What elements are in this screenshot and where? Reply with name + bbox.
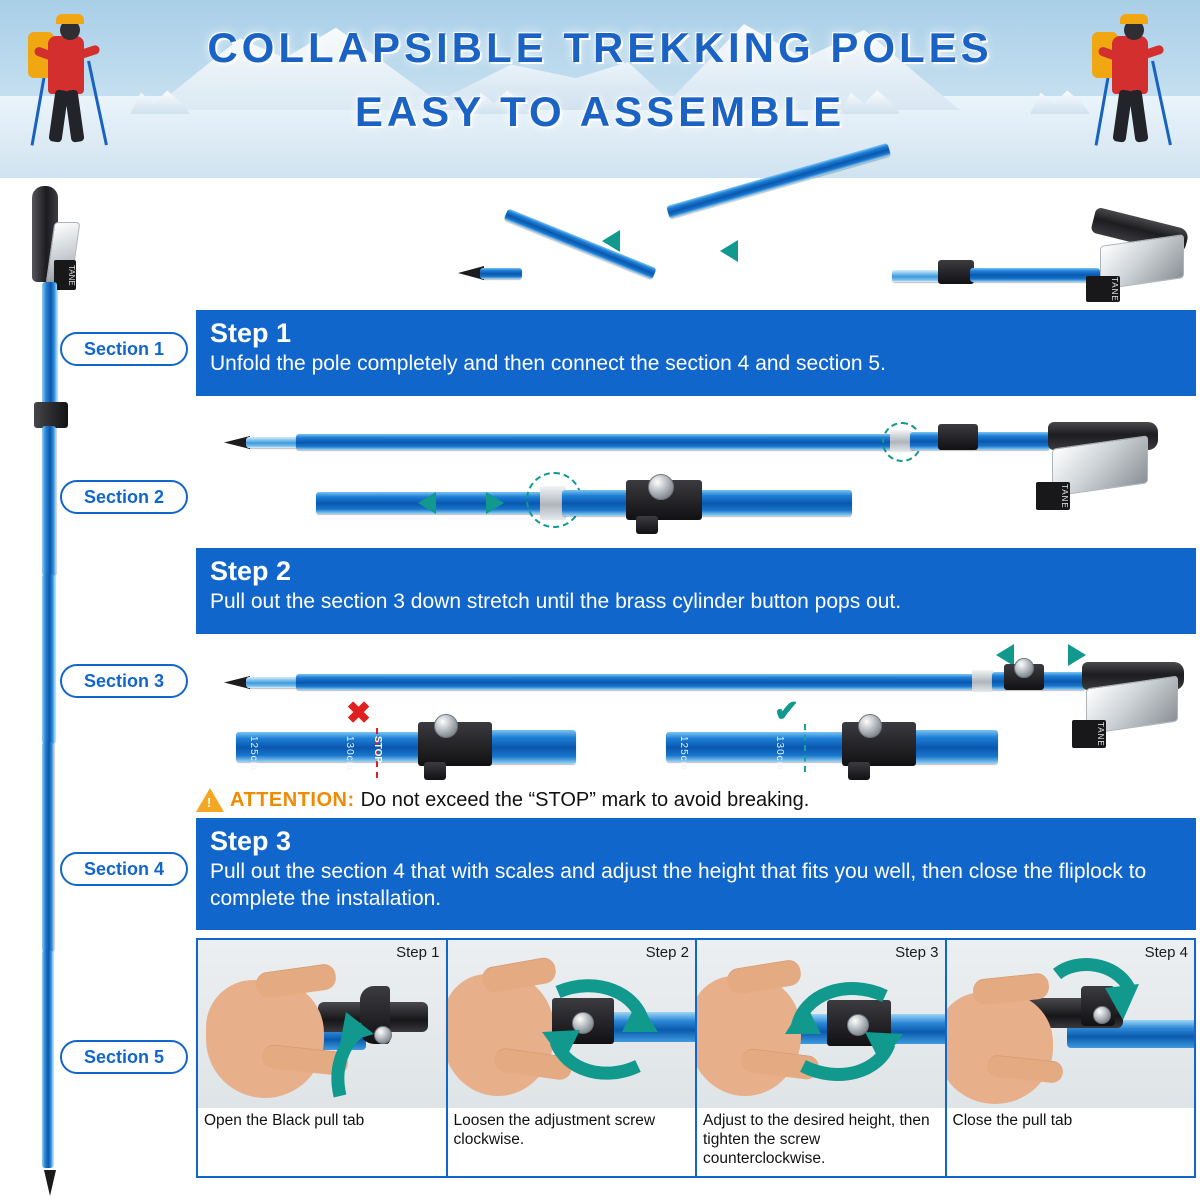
photo-open-black-pull-tab xyxy=(198,940,446,1108)
panel-1-caption: Open the Black pull tab xyxy=(204,1112,365,1129)
scale-mark-125cm-right: 125cm xyxy=(678,736,689,772)
sidebar-item-section-1[interactable] xyxy=(60,332,188,366)
pole-fliplock-1 xyxy=(34,402,68,428)
bottom-panel-1[interactable] xyxy=(198,940,448,1176)
pull-tab xyxy=(848,762,870,780)
panel-4-caption: Close the pull tab xyxy=(952,1112,1073,1129)
scale-mark-125cm-left: 125cm xyxy=(248,736,259,772)
hero-title-line2: EASY TO ASSEMBLE xyxy=(354,88,846,135)
hiker-hat xyxy=(1120,14,1148,24)
panel-1-step-label: Step 1 xyxy=(396,944,440,961)
pole-section-2 xyxy=(42,426,56,576)
section-4-label: Section 4 xyxy=(83,858,165,879)
sidebar-item-section-2[interactable] xyxy=(60,480,188,514)
pull-tab xyxy=(636,516,658,534)
bottom-panel-3[interactable] xyxy=(697,940,947,1176)
pole-tip-sleeve xyxy=(246,677,302,688)
photo-adjust-height xyxy=(697,940,945,1108)
bottom-photo-grid xyxy=(196,938,1196,1178)
finger xyxy=(255,963,338,1000)
hero-banner xyxy=(0,0,1200,178)
warning-triangle-icon xyxy=(196,788,224,812)
step-2-text: Pull out the section 3 down stretch until the brass cylinder button pops out. xyxy=(210,590,902,614)
pole-tip-sleeve xyxy=(480,268,522,279)
down-arrow-teal-icon xyxy=(1043,954,1153,1050)
fold-arrow-left xyxy=(602,230,620,252)
adjustment-screw-icon xyxy=(858,714,882,738)
stop-limit-dashed-line-ok xyxy=(804,724,806,772)
step-3-title: Step 3 xyxy=(210,826,292,856)
panel-3-caption: Adjust to the desired height, then tighten the screw counterclockwise. xyxy=(703,1112,930,1167)
panel-2-caption: Loosen the adjustment screw clockwise. xyxy=(453,1112,656,1148)
section-1-label: Section 1 xyxy=(83,338,165,359)
red-x-icon: ✖ xyxy=(346,697,372,730)
pole-section-5 xyxy=(42,950,53,1168)
attention-label: ATTENTION: xyxy=(230,788,355,811)
hiker-hat xyxy=(56,14,84,24)
pole-fliplock xyxy=(938,424,978,450)
pole-carbide-tip xyxy=(44,1170,56,1196)
step-1-illustration xyxy=(196,400,1196,548)
detail-arrow-right xyxy=(486,492,504,514)
strap-brand-tag: TANE xyxy=(1072,720,1106,748)
panel-3-step-label: Step 3 xyxy=(895,944,939,961)
attention-row xyxy=(196,782,1196,818)
step-2-title: Step 2 xyxy=(210,556,292,586)
pole-segment-folded-a xyxy=(504,208,657,279)
step-3-panel xyxy=(196,818,1196,930)
up-arrow-teal-icon xyxy=(310,1010,390,1100)
strap-brand-tag: TANE xyxy=(1036,482,1070,510)
panel-2-step-label: Step 2 xyxy=(645,944,689,961)
section-5-label: Section 5 xyxy=(83,1046,165,1067)
pole-detail-lower-right xyxy=(562,490,852,516)
bottom-panel-4[interactable] xyxy=(947,940,1195,1176)
rotate-clockwise-teal-icon xyxy=(534,970,664,1090)
scale-shaft-wrong xyxy=(236,732,436,762)
stretch-arrow-left xyxy=(996,644,1014,666)
strap-brand-tag: TANE xyxy=(54,260,76,290)
scale-mark-130cm-right: 130cm xyxy=(774,736,785,772)
step-1-title: Step 1 xyxy=(210,318,292,348)
bottom-panel-2[interactable] xyxy=(448,940,698,1176)
section-3-label: Section 3 xyxy=(83,670,165,691)
detail-arrow-left xyxy=(418,492,436,514)
sidebar-item-section-3[interactable] xyxy=(60,664,188,698)
pole-main-shaft xyxy=(296,434,916,450)
panel-4-step-label: Step 4 xyxy=(1144,944,1188,961)
scale-mark-130cm-left: 130cm xyxy=(344,736,355,772)
pole-section-3 xyxy=(42,574,55,744)
hero-title-line1: COLLAPSIBLE TREKKING POLES xyxy=(207,24,993,71)
rotate-counterclockwise-teal-icon xyxy=(769,972,909,1090)
pole-section-4 xyxy=(42,742,54,952)
folded-pole-diagram xyxy=(440,188,1180,308)
pull-tab xyxy=(424,762,446,780)
step-2-panel xyxy=(196,548,1196,634)
pole-joint-collar xyxy=(972,670,994,692)
pole-fliplock xyxy=(938,260,974,284)
photo-loosen-screw xyxy=(448,940,696,1108)
photo-close-pull-tab xyxy=(947,940,1195,1108)
section-2-label: Section 2 xyxy=(83,486,165,507)
step-1-text: Unfold the pole completely and then connect the section 4 and section 5. xyxy=(210,352,886,376)
adjustment-screw-icon xyxy=(434,714,458,738)
fold-arrow-left-2 xyxy=(720,240,738,262)
step-1-panel xyxy=(196,310,1196,396)
sidebar-item-section-5[interactable] xyxy=(60,1040,188,1074)
pole-tip-sleeve xyxy=(246,437,302,448)
hand xyxy=(947,992,1053,1104)
adjustment-screw-icon xyxy=(1014,658,1034,678)
pole-section-1 xyxy=(42,282,57,412)
pole-upper-shaft xyxy=(910,432,1050,450)
adjustment-screw-icon xyxy=(648,474,674,500)
sidebar-item-section-4[interactable] xyxy=(60,852,188,886)
strap-brand-tag: TANE xyxy=(1086,276,1120,302)
step-2-illustration xyxy=(196,636,1196,786)
attention-text: Do not exceed the “STOP” mark to avoid breaking. xyxy=(360,788,810,811)
stop-label-left: STOP xyxy=(372,736,383,764)
teal-check-icon: ✔ xyxy=(774,695,800,728)
pole-upper-shaft xyxy=(970,268,1100,282)
step-3-text: Pull out the section 4 that with scales and adjust the height that fits you well, then close the fliplock to complete the installation. xyxy=(210,860,1147,910)
pole-main-shaft xyxy=(296,674,976,690)
scale-shaft-right xyxy=(666,732,862,762)
